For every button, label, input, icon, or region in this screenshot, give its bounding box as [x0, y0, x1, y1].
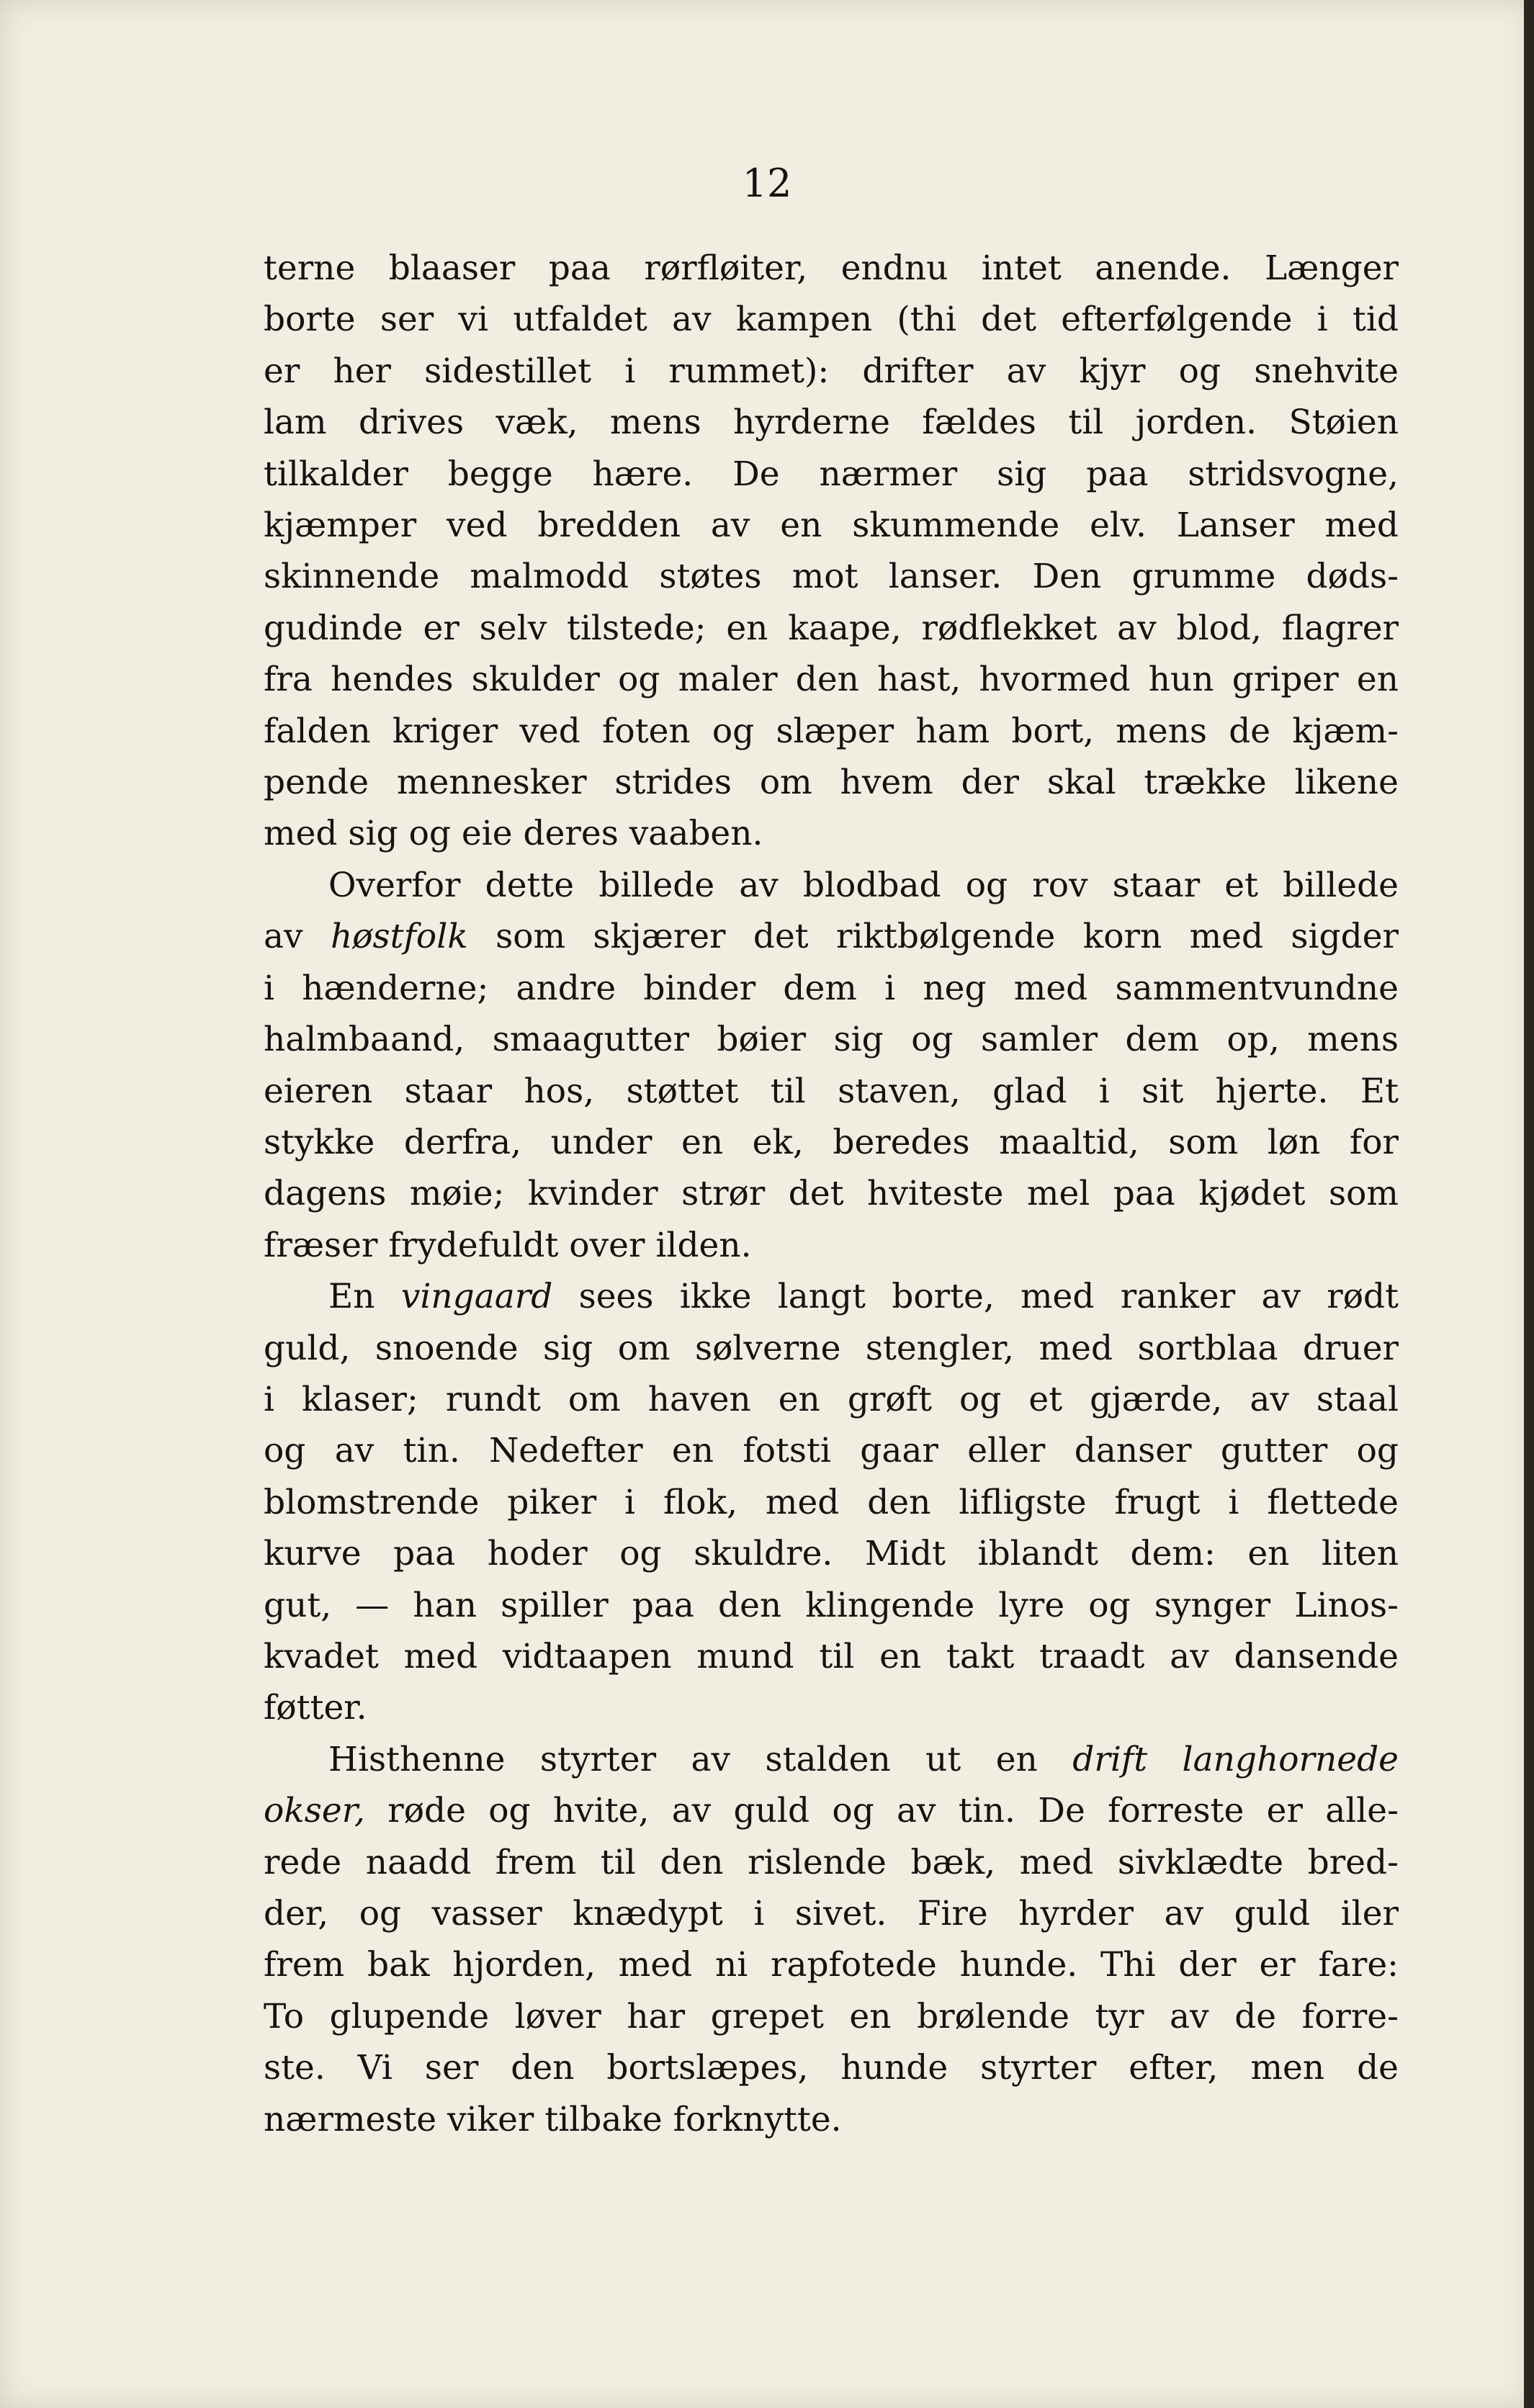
- text-line: [264, 1682, 1399, 1733]
- italic-phrase: vingaard: [400, 1277, 553, 1317]
- text-run: eieren staar hos, støttet til staven, glad i sit hjerte. Et: [264, 1071, 1399, 1111]
- text-line: [264, 1991, 1399, 2042]
- text-line: [264, 1014, 1399, 1065]
- text-run: i hænderne; andre binder dem i neg med sammentvundne: [264, 968, 1399, 1008]
- text-line: [264, 2094, 1399, 2145]
- scan-right-border: [1524, 0, 1534, 2408]
- text-run: gut, — han spiller paa den klingende lyre og synger Linos-: [264, 1585, 1399, 1625]
- text-line: [264, 449, 1399, 500]
- body-text: [264, 243, 1399, 2145]
- text-run: fra hendes skulder og maler den hast, hvormed hun griper en: [264, 660, 1399, 700]
- text-run: kvadet med vidtaapen mund til en takt traadt av dansende: [264, 1636, 1399, 1676]
- page-number: 12: [742, 161, 792, 206]
- text-run: rede naadd frem til den rislende bæk, med sivklædte bred-: [264, 1842, 1399, 1882]
- text-line: [264, 243, 1399, 294]
- text-line: [264, 911, 1399, 962]
- text-run: En: [328, 1277, 401, 1317]
- text-line: [264, 757, 1399, 808]
- text-run: Overfor dette billede av blodbad og rov staar et billede: [328, 865, 1399, 905]
- text-line: [264, 603, 1399, 654]
- text-run: To glupende løver har grepet en brølende tyr av de forre-: [264, 1996, 1399, 2036]
- text-line: [264, 1168, 1399, 1219]
- text-line: [264, 1528, 1399, 1579]
- text-run: er her sidestillet i rummet): drifter av kjyr og snehvite: [264, 351, 1399, 391]
- text-line: [264, 706, 1399, 757]
- text-line: [264, 1631, 1399, 1682]
- text-line: [264, 346, 1399, 397]
- text-run: blomstrende piker i flok, med den lifligste frugt i flettede: [264, 1482, 1399, 1522]
- text-run: skinnende malmodd støtes mot lanser. Den grumme døds-: [264, 557, 1399, 597]
- text-line: [264, 1066, 1399, 1117]
- text-line: [264, 1271, 1399, 1322]
- text-line: [264, 551, 1399, 602]
- text-run: lam drives væk, mens hyrderne fældes til jorden. Støien: [264, 403, 1399, 443]
- text-line: [264, 1117, 1399, 1168]
- text-line: [264, 1580, 1399, 1631]
- italic-phrase: høstfolk: [330, 917, 468, 957]
- text-line: [264, 1425, 1399, 1476]
- paragraph-1: [264, 243, 1399, 860]
- text-line: [264, 654, 1399, 705]
- text-line: [264, 2042, 1399, 2093]
- text-run: med sig og eie deres vaaben.: [264, 814, 763, 854]
- text-line: [264, 1477, 1399, 1528]
- italic-phrase: okser,: [264, 1791, 365, 1831]
- text-line: [264, 397, 1399, 448]
- text-run: kjæmper ved bredden av en skummende elv. Lanser med: [264, 506, 1399, 546]
- text-run: og av tin. Nedefter en fotsti gaar eller danser gutter og: [264, 1431, 1399, 1471]
- text-run: frem bak hjorden, med ni rapfotede hunde. Thi der er fare:: [264, 1945, 1399, 1985]
- paragraph-3: [264, 1271, 1399, 1734]
- text-run: sees ikke langt borte, med ranker av rødt: [552, 1277, 1399, 1317]
- text-run: pende mennesker strides om hvem der skal trække likene: [264, 763, 1399, 803]
- text-run: dagens møie; kvinder strør det hviteste mel paa kjødet som: [264, 1174, 1399, 1214]
- text-run: kurve paa hoder og skuldre. Midt iblandt dem: en liten: [264, 1534, 1399, 1574]
- text-run: falden kriger ved foten og slæper ham bort, mens de kjæm-: [264, 711, 1399, 751]
- text-line: [264, 294, 1399, 345]
- text-line: [264, 963, 1399, 1014]
- text-run: som skjærer det riktbølgende korn med sigder: [467, 917, 1399, 957]
- italic-phrase: drift langhornede: [1072, 1739, 1399, 1779]
- text-run: der, og vasser knædypt i sivet. Fire hyrder av guld iler: [264, 1894, 1399, 1933]
- text-line: [264, 1785, 1399, 1836]
- text-run: gudinde er selv tilstede; en kaape, rødflekket av blod, flagrer: [264, 608, 1399, 648]
- text-line: [264, 808, 1399, 859]
- text-line: [264, 1220, 1399, 1271]
- text-run: terne blaaser paa rørfløiter, endnu intet anende. Længer: [264, 248, 1399, 288]
- text-run: stykke derfra, under en ek, beredes maaltid, som løn for: [264, 1122, 1399, 1162]
- text-line: [264, 500, 1399, 551]
- text-run: borte ser vi utfaldet av kampen (thi det efterfølgende i tid: [264, 300, 1399, 340]
- text-line: [264, 1734, 1399, 1785]
- text-run: røde og hvite, av guld og av tin. De forreste er alle-: [364, 1791, 1399, 1831]
- text-run: av: [264, 917, 331, 957]
- text-line: [264, 1323, 1399, 1374]
- text-run: fræser frydefuldt over ilden.: [264, 1225, 752, 1265]
- paragraph-2: [264, 860, 1399, 1271]
- text-line: [264, 860, 1399, 911]
- text-line: [264, 1939, 1399, 1990]
- text-run: Histhenne styrter av stalden ut en: [328, 1739, 1073, 1779]
- text-line: [264, 1374, 1399, 1425]
- text-run: halmbaand, smaagutter bøier sig og samler dem op, mens: [264, 1020, 1399, 1060]
- text-run: i klaser; rundt om haven en grøft og et gjærde, av staal: [264, 1379, 1399, 1419]
- text-line: [264, 1837, 1399, 1888]
- text-run: føtter.: [264, 1688, 367, 1728]
- text-run: nærmeste viker tilbake forknytte.: [264, 2099, 842, 2139]
- text-run: guld, snoende sig om sølverne stengler, med sortblaa druer: [264, 1328, 1399, 1368]
- paragraph-4: [264, 1734, 1399, 2145]
- text-line: [264, 1888, 1399, 1939]
- text-run: tilkalder begge hære. De nærmer sig paa stridsvogne,: [264, 454, 1399, 494]
- text-run: ste. Vi ser den bortslæpes, hunde styrter efter, men de: [264, 2048, 1399, 2088]
